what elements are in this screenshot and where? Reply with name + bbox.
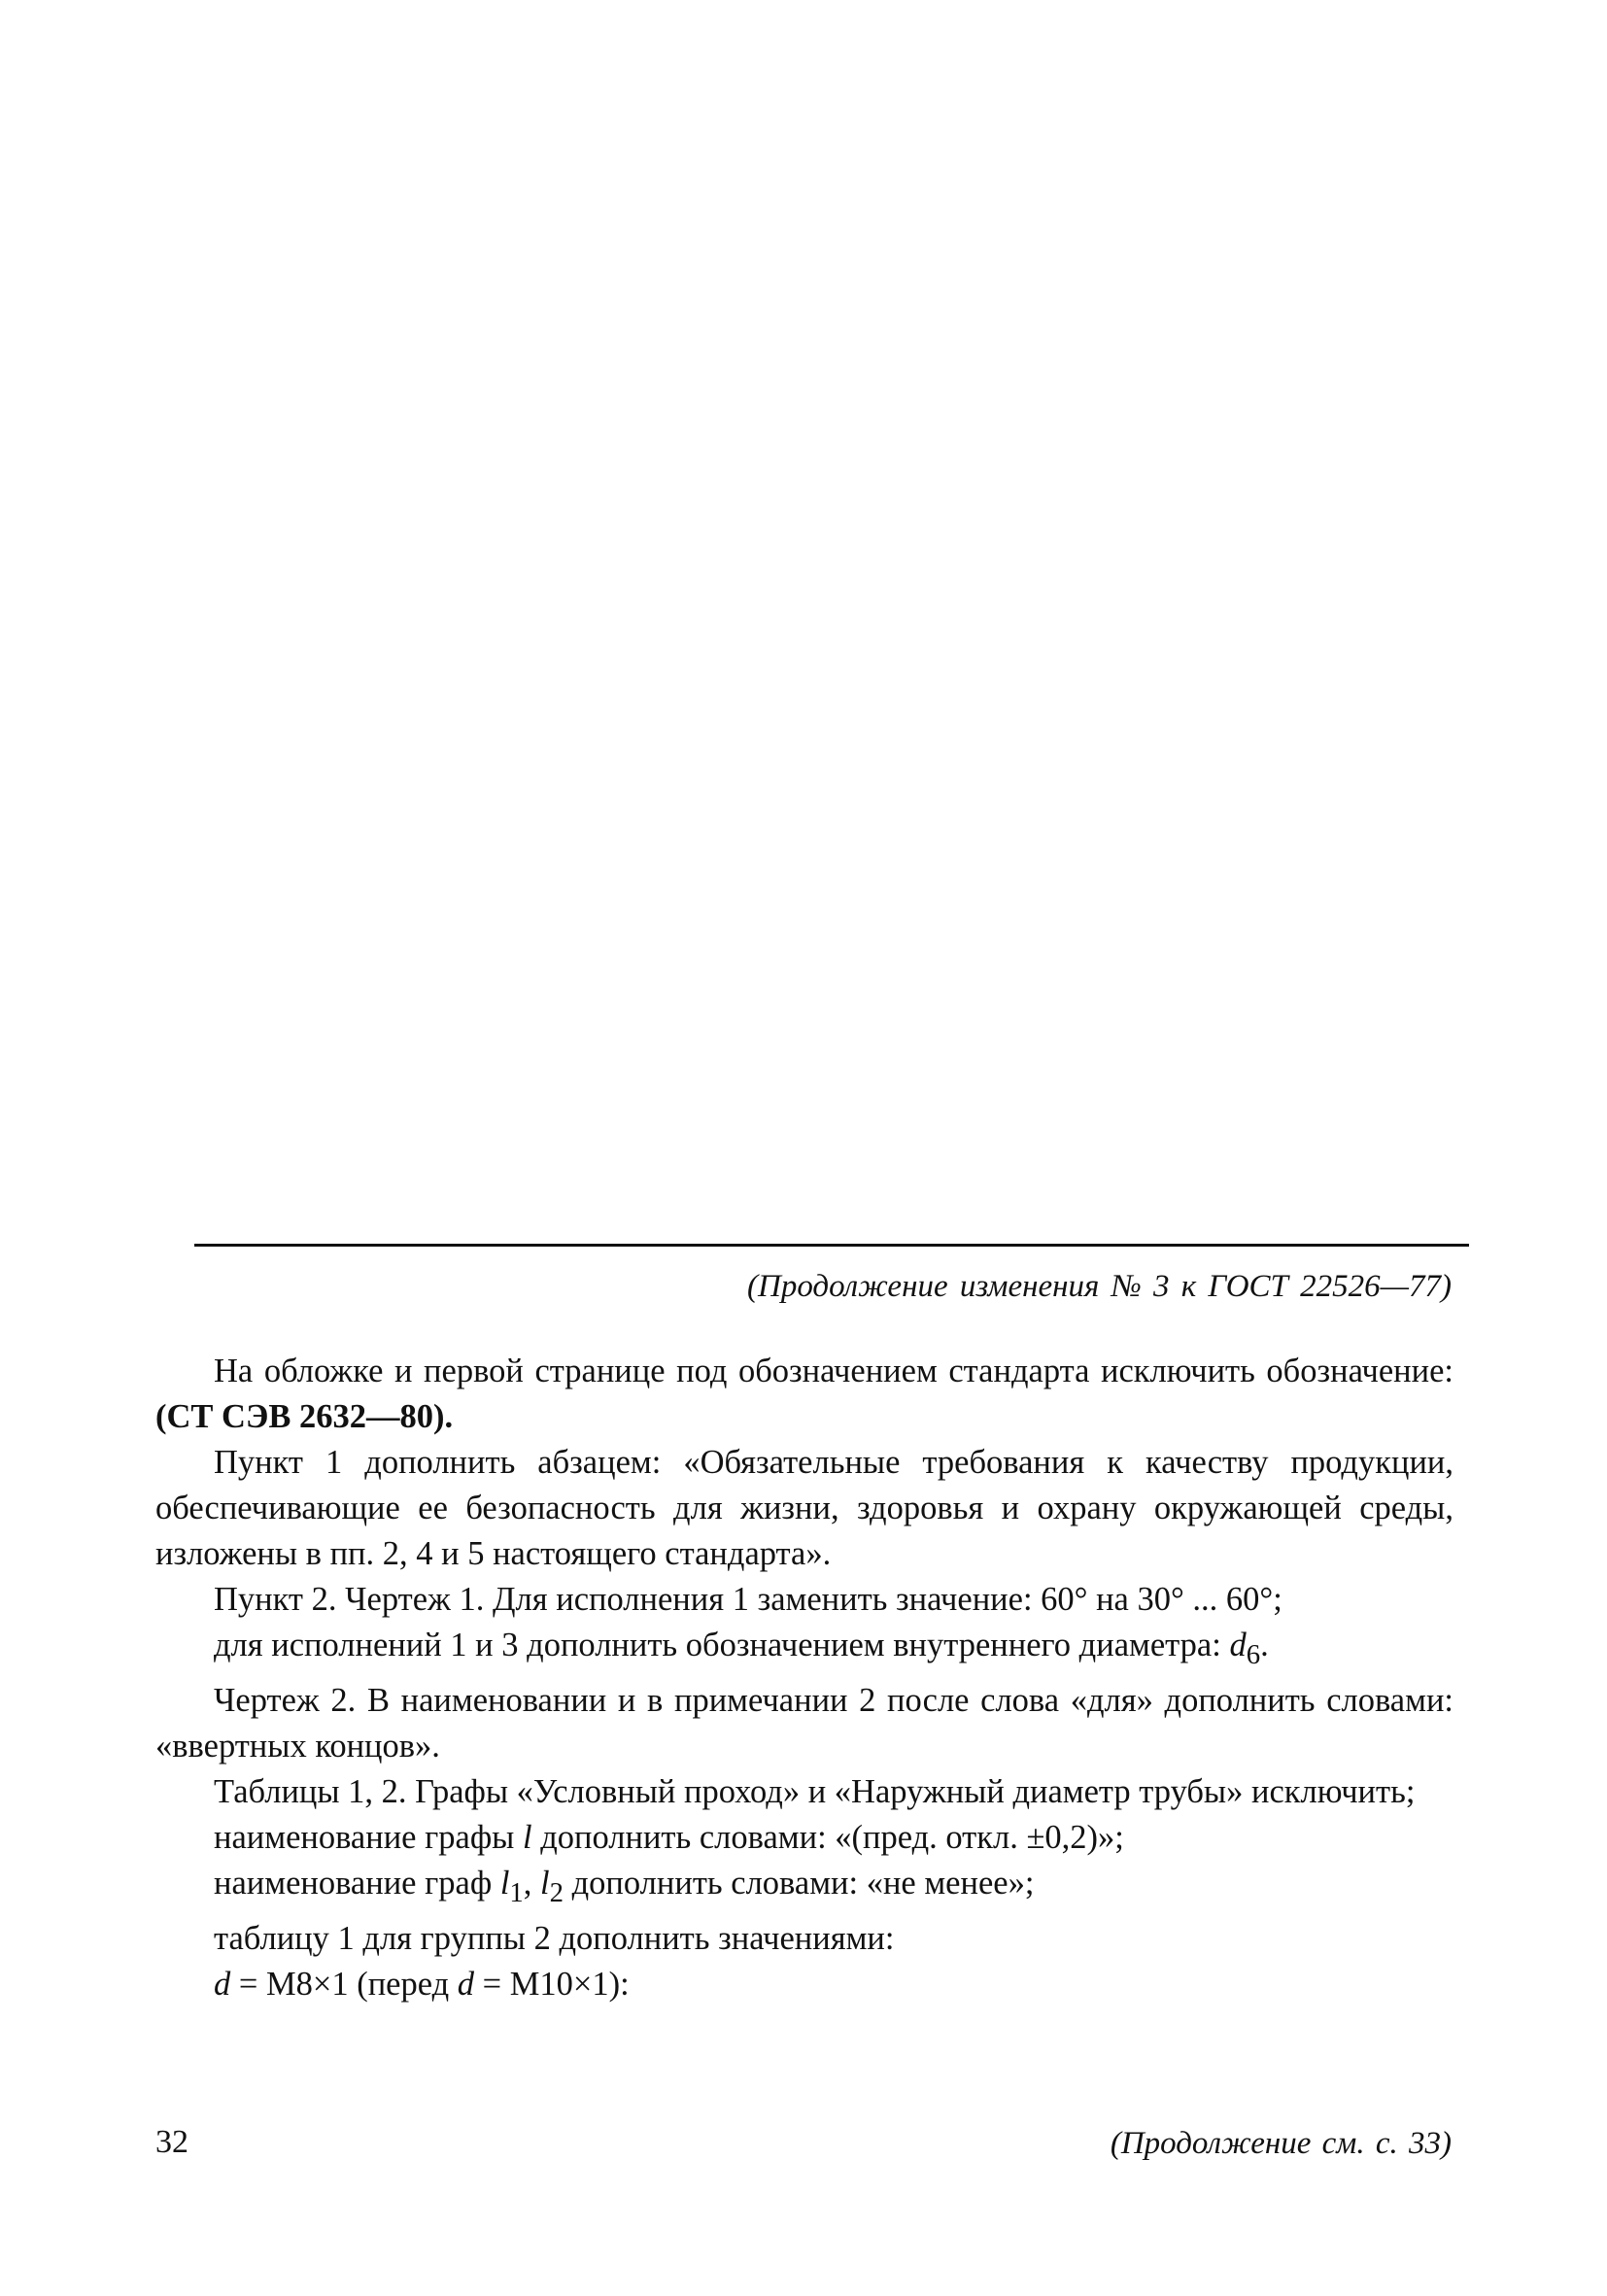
- paragraph-inner-diameter: [155, 1623, 1453, 1678]
- thread-value: = M10×1):: [474, 1965, 630, 2003]
- length-symbol: l: [499, 1864, 510, 1902]
- diameter-symbol: d: [1229, 1627, 1247, 1663]
- separator: ,: [523, 1864, 541, 1902]
- diameter-symbol: d: [457, 1965, 475, 2003]
- sentence-end: .: [1260, 1627, 1269, 1663]
- cmea-standard-reference: (СТ СЭВ 2632—80).: [155, 1398, 454, 1435]
- page-number: 32: [155, 2124, 188, 2160]
- paragraph-text: для исполнений 1 и 3 дополнить обозначением внутреннего диаметра:: [214, 1627, 1230, 1663]
- continuation-header: (Продолжение изменения № 3 к ГОСТ 22526—77): [747, 1269, 1452, 1304]
- paragraph-drawing-2: Чертеж 2. В наименовании и в примечании 2 после слова «для» дополнить словами: «ввертных концов».: [155, 1681, 1453, 1765]
- header-divider-line: [194, 1244, 1469, 1247]
- paragraph-table-1-group-2: таблицу 1 для группы 2 дополнить значениями:: [214, 1919, 895, 1957]
- diameter-symbol: d: [214, 1965, 231, 2003]
- paragraph-columns-l1-l2: [155, 1861, 1453, 1916]
- paragraph-text: наименование граф: [214, 1864, 500, 1902]
- length-symbol: l: [540, 1864, 550, 1902]
- diameter-subscript: 6: [1246, 1638, 1261, 1670]
- paragraph-point-2: Пункт 2. Чертеж 1. Для исполнения 1 заменить значение: 60° на 30° ... 60°;: [214, 1581, 1282, 1618]
- paragraph-column-l: [155, 1815, 1453, 1861]
- amendment-body: [155, 1349, 1453, 2007]
- paragraph-thread-values: [155, 1962, 1453, 2007]
- paragraph-text: дополнить словами: «не менее»;: [564, 1864, 1035, 1902]
- length-symbol: l: [522, 1818, 532, 1856]
- paragraph-tables: Таблицы 1, 2. Графы «Условный проход» и «Наружный диаметр трубы» исключить;: [214, 1772, 1416, 1810]
- length-subscript: 1: [509, 1876, 524, 1908]
- continuation-footer: (Продолжение см. с. 33): [1110, 2126, 1452, 2161]
- paragraph-text: На обложке и первой странице под обозначением стандарта исключить обозначение:: [214, 1353, 1453, 1389]
- paragraph-cover-designation: [155, 1349, 1453, 1440]
- paragraph-text: дополнить словами: «(пред. откл. ±0,2)»;: [531, 1818, 1124, 1856]
- thread-value: = M8×1 (перед: [230, 1965, 458, 2003]
- paragraph-text: наименование графы: [214, 1818, 523, 1856]
- paragraph-point-1: Пункт 1 дополнить абзацем: «Обязательные требования к качеству продукции, обеспечивающие ее безопасность для жизни, здоровья и охрану окружающей среды, изложены в пп. 2, 4 и 5 настоящего стандарта».: [155, 1444, 1453, 1572]
- length-subscript: 2: [549, 1876, 564, 1908]
